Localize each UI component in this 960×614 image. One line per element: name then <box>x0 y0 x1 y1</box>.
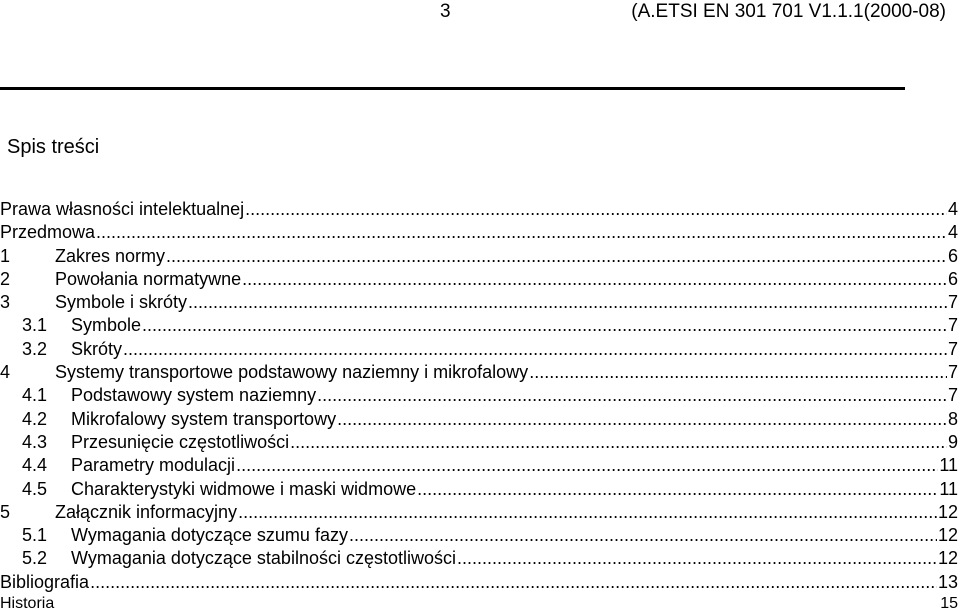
toc-entry-title: Załącznik informacyjny <box>55 501 238 522</box>
toc-entry-page: 4 <box>947 199 958 219</box>
toc-dot-leader <box>188 291 947 314</box>
toc-entry-title: Wymagania dotyczące szumu fazy <box>71 525 348 546</box>
toc-entry-number: 3 <box>0 292 11 313</box>
toc-dot-leader <box>349 524 937 547</box>
toc-entry-page: 12 <box>937 548 958 569</box>
toc-entry[interactable] <box>0 478 958 501</box>
toc-dot-leader <box>142 314 947 337</box>
toc-entry[interactable] <box>0 408 958 431</box>
toc-entry-number: 4.1 <box>22 385 48 406</box>
toc-entry-title: Prawa własności intelektualnej <box>0 199 245 219</box>
toc-entry[interactable] <box>0 384 958 407</box>
toc-dot-leader <box>337 408 947 431</box>
toc-dot-leader <box>90 571 937 594</box>
toc-entry-title: Powołania normatywne <box>55 268 242 289</box>
toc-entry-page: 11 <box>939 455 958 476</box>
toc-entry-title: Bibliografia <box>0 571 90 592</box>
toc-entry-title: Parametry modulacji <box>71 455 236 476</box>
toc-entry-page: 13 <box>937 571 958 592</box>
toc-entry-number: 4.5 <box>22 478 48 499</box>
toc-entry-page: 15 <box>940 595 958 613</box>
toc-entry[interactable] <box>0 594 958 614</box>
toc-entry[interactable] <box>0 198 958 221</box>
toc-entry-number: 3.1 <box>22 315 48 336</box>
toc-dot-leader <box>242 268 947 291</box>
toc-entry-title: Podstawowy system naziemny <box>71 385 317 406</box>
toc-entry-page: 7 <box>947 315 958 336</box>
toc-dot-leader <box>96 221 947 244</box>
toc-entry-number: 4 <box>0 362 11 383</box>
toc-entry[interactable] <box>0 431 958 454</box>
table-of-contents <box>0 198 958 614</box>
toc-entry-number: 4.2 <box>22 408 48 429</box>
toc-entry-number: 5.1 <box>22 525 48 546</box>
toc-entry-page: 7 <box>947 292 958 313</box>
toc-entry-title: Wymagania dotyczące stabilności częstotliwości <box>71 548 456 569</box>
toc-entry-number: 2 <box>0 268 11 289</box>
toc-entry-page: 11 <box>939 478 958 499</box>
toc-dot-leader <box>238 501 937 524</box>
toc-entry-title: Systemy transportowe podstawowy naziemny i mikrofalowy <box>55 362 529 383</box>
toc-entry-page: 8 <box>947 408 958 429</box>
toc-entry[interactable] <box>0 547 958 570</box>
toc-entry[interactable] <box>0 338 958 361</box>
toc-entry-number: 4.3 <box>22 431 48 452</box>
header-rule <box>0 87 905 90</box>
toc-entry[interactable] <box>0 501 958 524</box>
toc-title: Spis treści <box>7 136 100 158</box>
toc-entry[interactable] <box>0 524 958 547</box>
toc-entry-page: 7 <box>947 338 958 359</box>
page-number: 3 <box>440 1 451 22</box>
toc-entry-page: 7 <box>947 362 958 383</box>
toc-entry[interactable] <box>0 221 958 244</box>
toc-entry[interactable] <box>0 314 958 337</box>
toc-entry-title: Skróty <box>71 338 123 359</box>
toc-entry-page: 12 <box>937 501 958 522</box>
toc-entry-page: 12 <box>937 525 958 546</box>
toc-dot-leader <box>417 478 938 501</box>
toc-entry-number: 5.2 <box>22 548 48 569</box>
toc-entry[interactable] <box>0 361 958 384</box>
toc-entry-number: 1 <box>0 245 11 266</box>
toc-entry[interactable] <box>0 245 958 268</box>
toc-entry-title: Charakterystyki widmowe i maski widmowe <box>71 478 417 499</box>
toc-entry-number: 4.4 <box>22 455 48 476</box>
toc-dot-leader <box>457 547 937 570</box>
toc-entry-title: Symbole <box>71 315 142 336</box>
toc-entry[interactable] <box>0 571 958 594</box>
toc-entry-page: 7 <box>947 385 958 406</box>
toc-dot-leader <box>123 338 947 361</box>
toc-dot-leader <box>529 361 947 384</box>
toc-dot-leader <box>245 198 947 221</box>
toc-entry-page: 6 <box>947 268 958 289</box>
toc-dot-leader <box>236 454 938 477</box>
toc-entry[interactable] <box>0 454 958 477</box>
toc-entry-number: 3.2 <box>22 338 48 359</box>
toc-entry-page: 9 <box>947 431 958 452</box>
document-reference: (A.ETSI EN 301 701 V1.1.1(2000-08) <box>631 1 946 22</box>
toc-entry-title: Mikrofalowy system transportowy <box>71 408 337 429</box>
toc-entry[interactable] <box>0 291 958 314</box>
toc-entry-title: Historia <box>0 595 55 613</box>
toc-entry-number: 5 <box>0 501 11 522</box>
toc-dot-leader <box>166 245 947 268</box>
toc-dot-leader <box>317 384 947 407</box>
toc-entry-page: 6 <box>947 245 958 266</box>
toc-entry-title: Przesunięcie częstotliwości <box>71 431 290 452</box>
toc-entry-title: Symbole i skróty <box>55 292 188 313</box>
toc-entry-page: 4 <box>947 222 958 243</box>
toc-entry[interactable] <box>0 268 958 291</box>
toc-dot-leader <box>290 431 947 454</box>
toc-entry-title: Przedmowa <box>0 222 96 243</box>
toc-entry-title: Zakres normy <box>55 245 166 266</box>
